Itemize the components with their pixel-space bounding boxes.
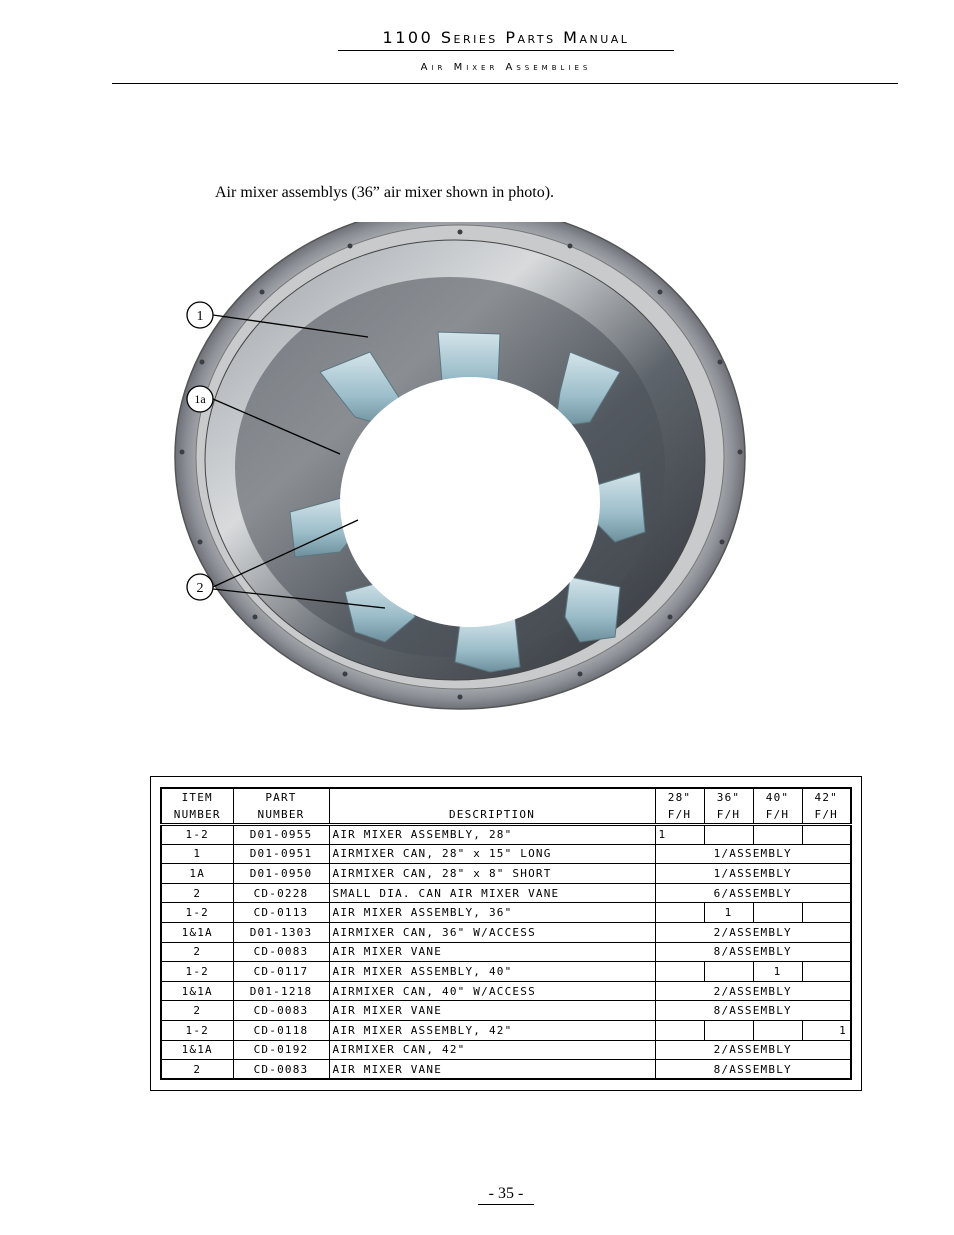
description-cell: AIRMIXER CAN, 36" W/ACCESS	[329, 922, 655, 942]
callout-1	[187, 302, 213, 328]
item-number-cell: 1-2	[161, 962, 233, 982]
description-cell: AIR MIXER ASSEMBLY, 36"	[329, 903, 655, 923]
table-row	[161, 883, 851, 903]
svg-text:1a: 1a	[194, 392, 206, 406]
item-number-cell: 1&1A	[161, 981, 233, 1001]
quantity-28-cell	[655, 1020, 704, 1040]
description-cell: AIRMIXER CAN, 42"	[329, 1040, 655, 1060]
header-rule	[112, 83, 898, 84]
part-number-cell: D01-1303	[233, 922, 329, 942]
header-40: 40" F/H	[753, 788, 802, 825]
description-cell: AIR MIXER VANE	[329, 1001, 655, 1021]
item-number-cell: 2	[161, 1001, 233, 1021]
quantity-42-cell	[802, 903, 851, 923]
item-number-cell: 2	[161, 883, 233, 903]
quantity-28-cell	[655, 903, 704, 923]
callout-1a	[187, 386, 213, 412]
header-part-number: PART NUMBER	[233, 788, 329, 825]
item-number-cell: 1-2	[161, 825, 233, 845]
description-cell: AIR MIXER ASSEMBLY, 28"	[329, 825, 655, 845]
quantity-42-cell	[802, 962, 851, 982]
part-number-cell: D01-0955	[233, 825, 329, 845]
header-item-number: ITEM NUMBER	[161, 788, 233, 825]
quantity-span-cell: 6/ASSEMBLY	[655, 883, 851, 903]
item-number-cell: 1	[161, 844, 233, 864]
table-row	[161, 1060, 851, 1080]
description-cell: AIR MIXER ASSEMBLY, 42"	[329, 1020, 655, 1040]
quantity-40-cell: 1	[753, 962, 802, 982]
table-header-row	[161, 788, 851, 825]
part-number-cell: D01-0950	[233, 864, 329, 884]
quantity-span-cell: 8/ASSEMBLY	[655, 942, 851, 962]
table-row	[161, 922, 851, 942]
header-36: 36" F/H	[704, 788, 753, 825]
item-number-cell: 2	[161, 1060, 233, 1080]
item-number-cell: 1&1A	[161, 1040, 233, 1060]
quantity-28-cell	[655, 962, 704, 982]
table-row	[161, 864, 851, 884]
part-number-cell: CD-0113	[233, 903, 329, 923]
part-number-cell: CD-0118	[233, 1020, 329, 1040]
quantity-36-cell	[704, 825, 753, 845]
quantity-span-cell: 2/ASSEMBLY	[655, 922, 851, 942]
quantity-40-cell	[753, 825, 802, 845]
part-number-cell: CD-0083	[233, 942, 329, 962]
page-number: - 35 -	[478, 1185, 534, 1205]
table-row	[161, 844, 851, 864]
manual-title: 1100 Series Parts Manual	[338, 28, 674, 51]
item-number-cell: 1&1A	[161, 922, 233, 942]
item-number-cell: 1-2	[161, 1020, 233, 1040]
parts-table-body	[161, 825, 851, 1080]
part-number-cell: D01-1218	[233, 981, 329, 1001]
quantity-span-cell: 8/ASSEMBLY	[655, 1060, 851, 1080]
svg-text:2: 2	[196, 581, 204, 596]
table-row	[161, 825, 851, 845]
description-cell: AIRMIXER CAN, 28" x 8" SHORT	[329, 864, 655, 884]
section-subtitle: Air Mixer Assemblies	[420, 62, 592, 73]
quantity-40-cell	[753, 1020, 802, 1040]
part-number-cell: CD-0192	[233, 1040, 329, 1060]
quantity-36-cell: 1	[704, 903, 753, 923]
part-number-cell: CD-0083	[233, 1001, 329, 1021]
table-row	[161, 1040, 851, 1060]
quantity-42-cell: 1	[802, 1020, 851, 1040]
quantity-span-cell: 1/ASSEMBLY	[655, 844, 851, 864]
quantity-36-cell	[704, 962, 753, 982]
parts-table	[160, 787, 852, 1080]
description-cell: AIR MIXER VANE	[329, 1060, 655, 1080]
part-number-cell: CD-0083	[233, 1060, 329, 1080]
header-42: 42" F/H	[802, 788, 851, 825]
quantity-span-cell: 2/ASSEMBLY	[655, 981, 851, 1001]
table-row	[161, 942, 851, 962]
description-cell: AIR MIXER ASSEMBLY, 40"	[329, 962, 655, 982]
item-number-cell: 2	[161, 942, 233, 962]
part-number-cell: D01-0951	[233, 844, 329, 864]
table-row	[161, 981, 851, 1001]
table-row	[161, 1001, 851, 1021]
quantity-28-cell: 1	[655, 825, 704, 845]
description-cell: SMALL DIA. CAN AIR MIXER VANE	[329, 883, 655, 903]
item-number-cell: 1-2	[161, 903, 233, 923]
air-mixer-photo	[170, 222, 770, 722]
callout-2	[187, 574, 213, 600]
quantity-span-cell: 2/ASSEMBLY	[655, 1040, 851, 1060]
part-number-cell: CD-0117	[233, 962, 329, 982]
table-row	[161, 903, 851, 923]
description-cell: AIRMIXER CAN, 40" W/ACCESS	[329, 981, 655, 1001]
description-cell: AIR MIXER VANE	[329, 942, 655, 962]
photo-caption: Air mixer assemblys (36” air mixer shown in photo).	[215, 184, 555, 201]
item-number-cell: 1A	[161, 864, 233, 884]
table-row	[161, 962, 851, 982]
header-28: 28" F/H	[655, 788, 704, 825]
quantity-span-cell: 1/ASSEMBLY	[655, 864, 851, 884]
quantity-span-cell: 8/ASSEMBLY	[655, 1001, 851, 1021]
description-cell: AIRMIXER CAN, 28" x 15" LONG	[329, 844, 655, 864]
table-row	[161, 1020, 851, 1040]
svg-text:1: 1	[196, 309, 204, 324]
quantity-42-cell	[802, 825, 851, 845]
part-number-cell: CD-0228	[233, 883, 329, 903]
header-description: DESCRIPTION	[329, 788, 655, 825]
quantity-40-cell	[753, 903, 802, 923]
quantity-36-cell	[704, 1020, 753, 1040]
